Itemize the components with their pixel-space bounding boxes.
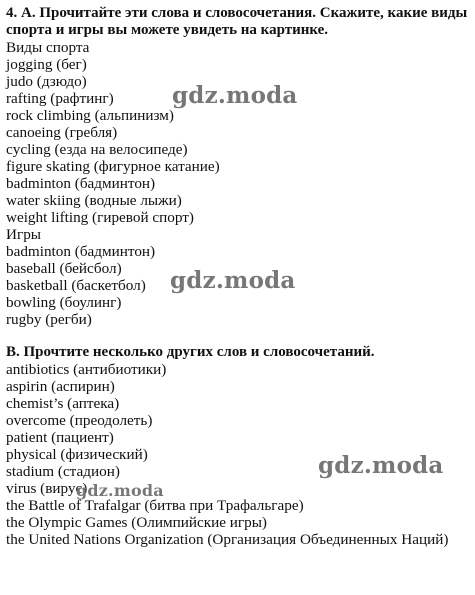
list-item: antibiotics (антибиотики)	[6, 361, 167, 378]
list-item: jogging (бег)	[6, 56, 87, 73]
list-item: weight lifting (гиревой спорт)	[6, 209, 194, 226]
section-a-subheading-sports: Виды спорта	[6, 39, 90, 56]
watermark: gdz.moda	[318, 452, 444, 479]
list-item: rugby (регби)	[6, 311, 92, 328]
watermark: gdz.moda	[170, 267, 296, 294]
list-item: cycling (езда на велосипеде)	[6, 141, 188, 158]
list-item: the Battle of Trafalgar (битва при Трафальгаре)	[6, 497, 304, 514]
list-item: chemist’s (аптека)	[6, 395, 120, 412]
list-item: bowling (боулинг)	[6, 294, 122, 311]
list-item: baseball (бейсбол)	[6, 260, 122, 277]
list-item: water skiing (водные лыжи)	[6, 192, 182, 209]
watermark: gdz.moda	[172, 82, 298, 109]
section-b-title: B. Прочтите несколько других слов и словосочетаний.	[6, 344, 375, 360]
list-item: rafting (рафтинг)	[6, 90, 114, 107]
list-item: the Olympic Games (Олимпийские игры)	[6, 514, 267, 531]
list-item: rock climbing (альпинизм)	[6, 107, 174, 124]
list-item: virus (вирус)	[6, 480, 88, 497]
list-item: figure skating (фигурное катание)	[6, 158, 220, 175]
list-item: overcome (преодолеть)	[6, 412, 153, 429]
list-item: basketball (баскетбол)	[6, 277, 146, 294]
list-item: canoeing (гребля)	[6, 124, 118, 141]
section-a-subheading-games: Игры	[6, 226, 41, 243]
list-item: the United Nations Organization (Организация Объединенных Наций)	[6, 531, 449, 548]
list-item: judo (дзюдо)	[6, 73, 87, 90]
list-item: badminton (бадминтон)	[6, 175, 156, 192]
section-a-title-line-1: 4. А. Прочитайте эти слова и словосочетания. Скажите, какие виды	[6, 5, 468, 21]
list-item: badminton (бадминтон)	[6, 243, 156, 260]
section-a-title-line-2: спорта и игры вы можете увидеть на картинке.	[6, 22, 329, 38]
watermark: gdz.moda	[76, 481, 164, 500]
list-item: physical (физический)	[6, 446, 148, 463]
list-item: stadium (стадион)	[6, 463, 120, 480]
list-item: patient (пациент)	[6, 429, 114, 446]
list-item: aspirin (аспирин)	[6, 378, 115, 395]
